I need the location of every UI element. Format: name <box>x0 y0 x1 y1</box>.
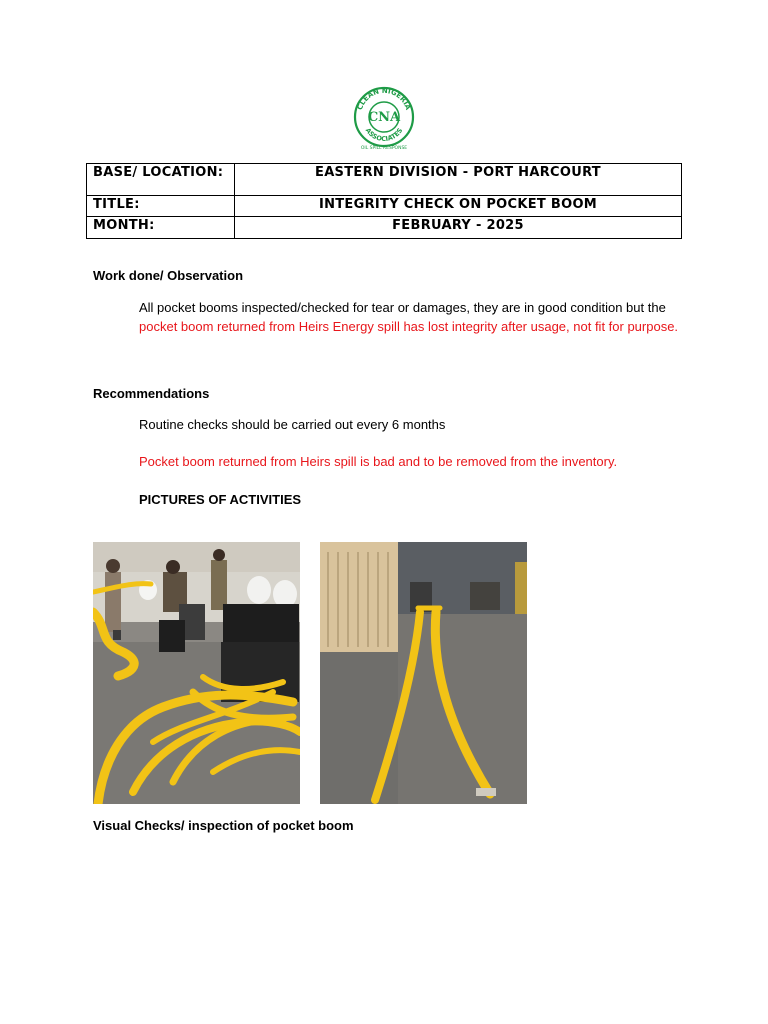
photo-boom-on-floor <box>320 542 527 804</box>
clean-nigeria-logo-icon <box>351 86 417 150</box>
recommendations-heading: Recommendations <box>93 386 210 401</box>
work-done-heading: Work done/ Observation <box>93 268 244 283</box>
work-done-text: All pocket booms inspected/checked for tear or damages, they are in good condition but the <box>139 300 666 315</box>
title-label: TITLE: <box>87 196 235 217</box>
work-done-paragraph <box>139 299 684 336</box>
table-row <box>87 196 682 217</box>
photo-boom-inspection <box>93 542 300 804</box>
svg-text:CLEAN NIGERIA: CLEAN NIGERIA <box>355 86 413 112</box>
work-done-text-red: pocket boom returned from Heirs Energy spill has lost integrity after usage, not fit for purpose. <box>139 318 679 334</box>
base-location-label: BASE/ LOCATION: <box>87 164 235 196</box>
recommendation-item-2: Pocket boom returned from Heirs spill is bad and to be removed from the inventory. <box>139 454 618 469</box>
month-label: MONTH: <box>87 217 235 239</box>
month-value: FEBRUARY - 2025 <box>235 217 682 239</box>
table-row <box>87 164 682 196</box>
base-location-value: EASTERN DIVISION - PORT HARCOURT <box>235 164 682 196</box>
photo-caption: Visual Checks/ inspection of pocket boom <box>93 818 354 833</box>
table-row <box>87 217 682 239</box>
svg-text:ASSOCIATES: ASSOCIATES <box>363 126 405 144</box>
svg-text:OIL SPILL RESPONSE: OIL SPILL RESPONSE <box>360 146 408 150</box>
header-info-table <box>86 163 682 239</box>
company-logo <box>351 86 417 150</box>
recommendation-item-1: Routine checks should be carried out every 6 months <box>139 417 446 432</box>
pictures-heading: PICTURES OF ACTIVITIES <box>139 492 302 507</box>
svg-text:CNA: CNA <box>367 110 401 125</box>
title-value: INTEGRITY CHECK ON POCKET BOOM <box>235 196 682 217</box>
